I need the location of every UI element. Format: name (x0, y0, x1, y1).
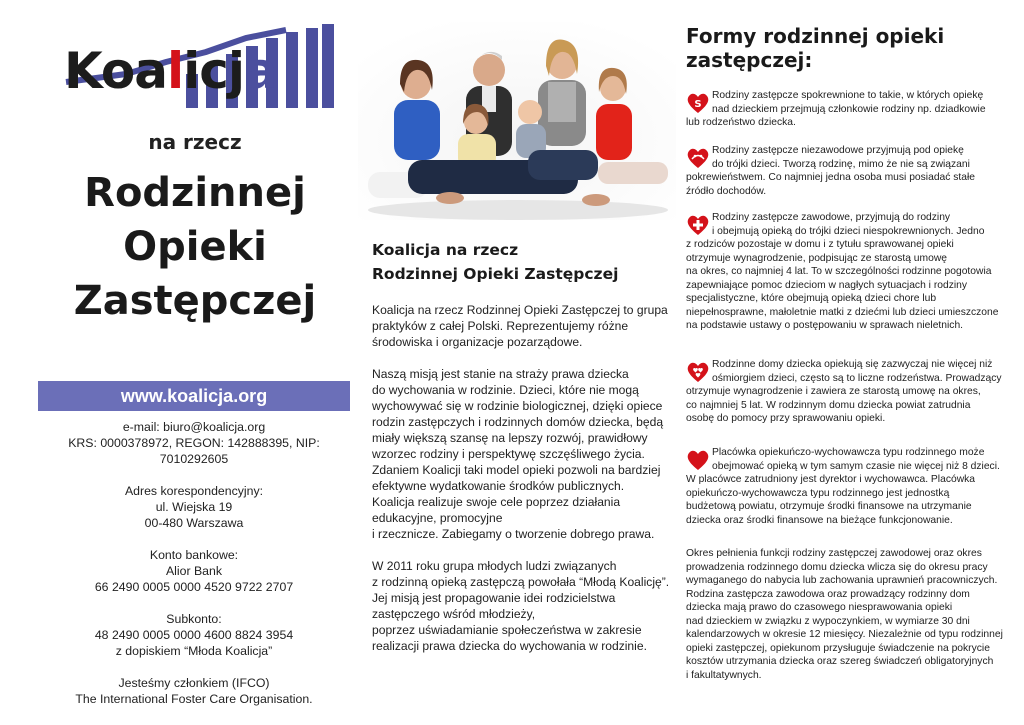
contact-line: 48 2490 0005 0000 4600 8824 3954 (94, 628, 294, 642)
text-line: dziecka mają prawo do czasowego niesprawowania opieki (686, 602, 953, 613)
text-line: do trójki dzieci. Tworzą rodzinę, mimo że nie są związani (712, 158, 970, 170)
spacer (38, 467, 350, 483)
text-line: kosztów utrzymania dziecka oraz szereg świadczeń obligatoryjnych (686, 656, 994, 667)
form-text (686, 144, 1006, 198)
form-item-nonprofessional (686, 144, 1006, 198)
form-text (686, 358, 1006, 426)
form-text (686, 211, 1006, 333)
text-line: budżetową powiatu, otrzymuje środki finansowe na utrzymanie (686, 501, 972, 512)
form-item-care-facility (686, 446, 1006, 527)
text-line: specjalistyczne, które obejmują opieką dzieci chore lub (686, 293, 937, 304)
text-line: otrzymuje wynagrodzenie, podpisując ze starostą umowę (686, 252, 947, 264)
logo (56, 22, 336, 108)
right-heading-line: zastępczej: (686, 48, 813, 72)
text-line: Okres pełnienia funkcji rodziny zastępczej zawodowej oraz okres (686, 548, 982, 559)
text-line: wychowywać się w rodzinie biologicznej, dzięki opiece (372, 399, 663, 413)
text-line: Koalicja na rzecz Rodzinnej Opieki Zastępczej to grupa (372, 303, 668, 317)
spacer (38, 595, 350, 611)
text-line: praktyków z całej Polski. Reprezentujemy różne (372, 319, 629, 333)
text-line: Rodziny zastępcze niezawodowe przyjmują pod opiekę (712, 145, 964, 156)
text-line: kalendarzowych w okresie 12 miesięcy. Niezależnie od typu rodzinnej (686, 629, 1003, 640)
text-line: na podstawie ustawy o postępowaniu w sprawach nieletnich. (686, 320, 964, 331)
subtitle-small: na rzecz (148, 130, 242, 154)
contact-line: Konto bankowe: (149, 548, 239, 562)
text-line: Placówka opiekuńczo-wychowawcza typu rodzinnego może (712, 447, 985, 458)
contact-line: Adres korespondencyjny: (124, 484, 264, 498)
text-line: wymaganego do nabycia lub zachowania uprawnień pracowniczych. (686, 575, 998, 586)
text-line: prowadzenia rodzinnego domu dziecka wlicza się do okresu pracy (686, 561, 988, 573)
text-line: poprzez uświadamianie społeczeństwa w zakresie (372, 623, 642, 637)
text-line: Koalicja realizuje swoje cele poprzez działania (372, 495, 621, 509)
text-line: ośmiorgiem dzieci, często są to liczne rodzeństwa. Prowadzący (712, 372, 1002, 384)
text-line: i obejmują opieką do trójki dzieci niespokrewnionych. Jedno (712, 225, 985, 237)
text-line: dziecka oraz środki finansowe na bieżące funkcjonowanie. (686, 514, 953, 526)
text-line: na okres, co najmniej 4 lat. To w szczególności rodzinne pogotowia (686, 266, 992, 277)
heart-family-icon (686, 146, 710, 170)
text-line: W 2011 roku grupa młodych ludzi związanych (372, 559, 617, 573)
text-line: otrzymuje wynagrodzenie i zawiera ze starostą umowę na okres, (686, 386, 981, 397)
text-line: i fakultatywnych. (686, 669, 762, 681)
contact-line: e-mail: biuro@koalicja.org (122, 420, 266, 434)
text-line: edukacyjne, promocyjne (372, 511, 503, 525)
right-heading (686, 24, 1006, 72)
text-line: realizacji prawa dziecka do wychowania w rodzinie. (372, 639, 647, 653)
text-line: Jej misją jest propagowanie idei rodzicielstwa (372, 591, 616, 605)
text-line: z rodzinną opieką zastępczą powołała “Młodą Koalicję”. (372, 575, 670, 589)
contact-line: KRS: 0000378972, REGON: 142888395, NIP: 7010292605 (68, 436, 320, 466)
text-line: efektywne wydatkowanie środków publicznych. (372, 479, 625, 493)
heart-plain-icon (686, 448, 710, 472)
text-line: Rodzina zastępcza zawodowa oraz prowadzący rodzinny dom (686, 588, 970, 600)
contact-line: ul. Wiejska 19 (155, 500, 233, 514)
logo-text: Koalicja (64, 42, 277, 100)
middle-heading-line: Rodzinnej Opieki Zastępczej (372, 265, 619, 283)
text-line: Rodzinne domy dziecka opiekują się zazwyczaj nie więcej niż (712, 359, 993, 370)
right-heading-line: Formy rodzinnej opieki (686, 24, 945, 48)
contact-line: Subkonto: (166, 612, 222, 626)
text-line: obejmować opieką w tym samym czasie nie więcej niż 8 dzieci. (712, 460, 1000, 472)
text-line: z rodziców pozostaje w domu i z tytułu sprawowanej opieki (686, 239, 954, 250)
text-line: osobę do pomocy przy sprawowaniu opieki. (686, 413, 886, 424)
text-line: pokrewieństwem. Co najmniej jedna osoba musi posiadać stałe (686, 172, 976, 183)
contact-line: 66 2490 0005 0000 4520 9722 2707 (94, 580, 294, 594)
text-line: środowiska i organizacje pozarządowe. (372, 335, 583, 349)
middle-heading-line: Koalicja na rzecz (372, 241, 519, 259)
form-item-related (686, 89, 1006, 130)
contact-line: Jesteśmy członkiem (IFCO) (118, 676, 270, 690)
text-line: niepełnosprawne, małoletnie matki z dziećmi lub dzieci umieszczone (686, 306, 999, 318)
text-line: opieki zastępczej, opiekunom przysługuje świadczenie na pokrycie (686, 642, 990, 654)
organization-name-line: Rodzinnej (84, 170, 306, 216)
text-line: zastępczego wśród młodzieży, (372, 607, 536, 621)
form-text (686, 89, 1006, 130)
spacer (38, 659, 350, 675)
heart-letter: S (694, 99, 702, 110)
text-line: Naszą misją jest stanie na straży prawa dziecka (372, 367, 629, 381)
middle-body (372, 302, 668, 670)
text-line: Zdaniem Koalicji taki model opieki pozwoli na bardziej (372, 463, 661, 477)
paragraph (372, 302, 668, 350)
contact-line: 00-480 Warszawa (144, 516, 244, 530)
text-line: miały większą szansę na lepszy rozwój, prawidłowy (372, 431, 648, 445)
contact-info (38, 419, 350, 707)
text-line: opiekuńczo-wychowawcza typu rodzinnego jest jednostką (686, 487, 950, 499)
text-line: W placówce zatrudniony jest dyrektor i wychowawca. Placówka (686, 474, 976, 485)
heart-s-icon (686, 91, 710, 115)
text-line: zapewniające pomoc dzieciom w nagłych sytuacjach i rodziny (686, 279, 968, 291)
contact-line: z dopiskiem “Młoda Koalicja” (115, 644, 273, 658)
spacer (38, 531, 350, 547)
text-line: wzorzec rodziny i perspektywę szczęśliwego życia. (372, 447, 645, 461)
middle-heading (372, 238, 662, 286)
text-line: źródło dochodów. (686, 185, 767, 197)
text-line: nad dzieckiem w związku z wypoczynkiem, w wymiarze 30 dni (686, 615, 970, 627)
text-line: rodzin zastępczych i rodzinnych domów dziecka, będą (372, 415, 664, 429)
family-photo (358, 22, 676, 220)
organization-name (40, 166, 350, 328)
contact-line: The International Foster Care Organisation. (75, 692, 313, 706)
heart-plus-icon (686, 213, 710, 237)
paragraph (372, 558, 668, 654)
form-item-family-home (686, 358, 1006, 426)
text-line: co najmniej 5 lat. W rodzinnym domu dziecka powiat zatrudnia (686, 399, 971, 411)
heart-many-icon (686, 360, 710, 384)
text-line: nad dzieckiem przejmują członkowie rodziny np. dziadkowie (712, 103, 986, 115)
form-item-professional (686, 211, 1006, 333)
organization-name-line: Zastępczej (73, 278, 317, 324)
text-line: do wychowania w rodzinie. Dzieci, które nie mogą (372, 383, 639, 397)
text-line: lub rodzeństwo dziecka. (686, 117, 796, 128)
contact-line: Alior Bank (165, 564, 223, 578)
text-line: i rzecznicze. Zabiegamy o tworzenie dobrego prawa. (372, 527, 655, 541)
paragraph (372, 366, 668, 542)
final-paragraph (686, 547, 1006, 682)
form-text (686, 446, 1006, 527)
text-line: Rodziny zastępcze spokrewnione to takie, w których opiekę (712, 90, 984, 101)
organization-name-line: Opieki (123, 224, 267, 270)
website-link[interactable]: www.koalicja.org (38, 381, 350, 411)
text-line: Rodziny zastępcze zawodowe, przyjmują do rodziny (712, 212, 951, 223)
